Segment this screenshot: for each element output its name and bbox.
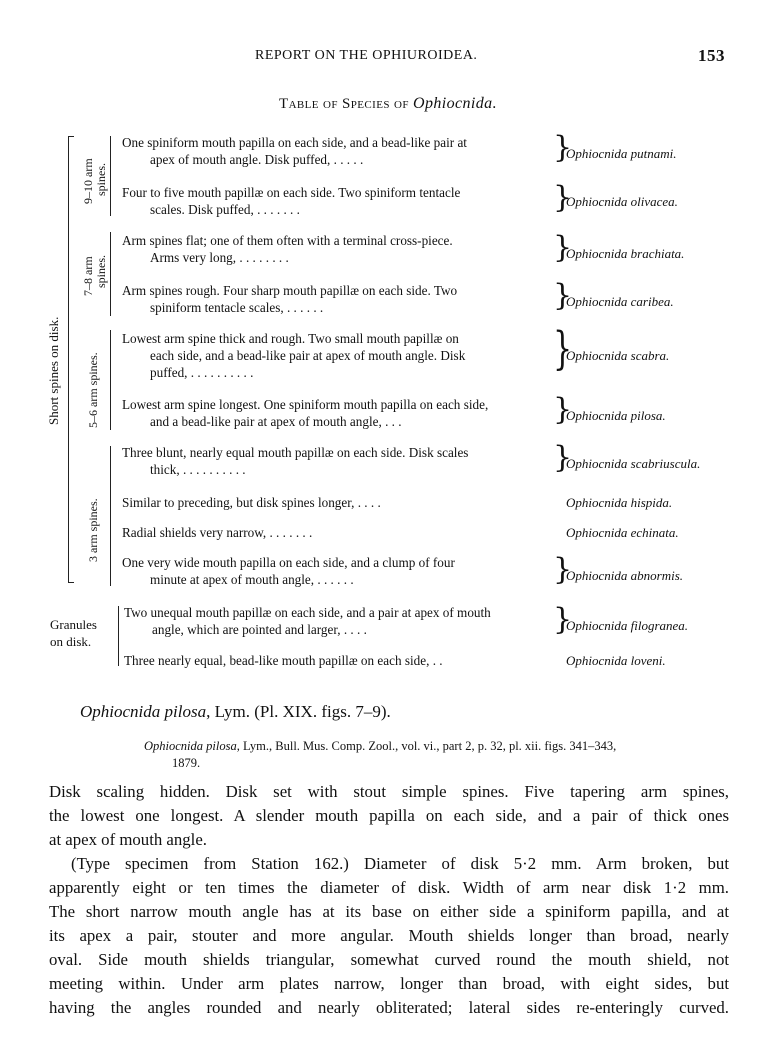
right-brace: } [553, 552, 573, 587]
right-brace: } [553, 602, 573, 637]
reference-line1: , Lym., Bull. Mus. Comp. Zool., vol. vi., part 2, p. 32, pl. xii. figs. 341–343, [236, 739, 617, 753]
text-line: at apex of mouth angle. [49, 830, 207, 849]
entry-scabriuscula [122, 444, 468, 478]
bracket-seven-eight [110, 232, 111, 316]
outer-bracket-bottom [68, 582, 74, 583]
label-granules-1: Granules [50, 617, 97, 632]
right-brace: } [553, 278, 573, 313]
entry-line: Three blunt, nearly equal mouth papillæ on each side. Disk scales [122, 445, 469, 460]
entry-brachiata [122, 232, 453, 266]
entry-filogranea [124, 604, 491, 638]
text-line: having the angles rounded and nearly obliterated; lateral sides re-enteringly curved. [49, 998, 729, 1017]
entry-line: spiniform tentacle scales, . . . . . . [150, 300, 324, 315]
species-filogranea: Ophiocnida filogranea. [566, 618, 689, 633]
entry-line: each side, and a bead-like pair at apex of mouth angle. Disk [150, 348, 466, 363]
outer-bracket [68, 136, 69, 582]
label-five-six: 5–6 arm spines. [86, 352, 100, 428]
reference-citation [144, 738, 744, 772]
entry-line: angle, which are pointed and larger, . . . . [152, 622, 367, 637]
species-echinata: Ophiocnida echinata. [566, 525, 679, 540]
label-seven-eight: 7–8 arm [81, 256, 95, 296]
entry-loveni [124, 652, 443, 669]
label-three: 3 arm spines. [86, 498, 100, 562]
table-title-genus: Ophiocnida. [413, 95, 497, 112]
right-brace: } [553, 392, 573, 427]
paragraph-2 [49, 852, 729, 1020]
entry-line: Arm spines rough. Four sharp mouth papillæ on each side. Two [122, 283, 458, 298]
page-number: 153 [698, 46, 725, 65]
label-granules [50, 616, 97, 650]
species-heading-name: Ophiocnida pilosa [80, 702, 207, 721]
species-loveni: Ophiocnida loveni. [566, 653, 666, 668]
entry-line: Two unequal mouth papillæ on each side, and a pair at apex of mouth [124, 605, 491, 620]
entry-line: and a bead-like pair at apex of mouth angle, . . . [150, 414, 402, 429]
entry-line: Arms very long, . . . . . . . . [150, 250, 289, 265]
text-line: apparently eight or ten times the diameter of disk. Width of arm near disk 1·2 mm. [49, 878, 729, 897]
bracket-five-six [110, 330, 111, 430]
entry-line: Four to five mouth papillæ on each side. Two spiniform tentacle [122, 185, 461, 200]
entry-line: thick, . . . . . . . . . . [150, 462, 246, 477]
text-line: the lowest one longest. A slender mouth papilla on each side, and a pair of thick ones [49, 806, 729, 825]
entry-line: puffed, . . . . . . . . . . [150, 365, 254, 380]
text-line: oval. Side mouth shields triangular, somewhat curved round the mouth shield, not [49, 950, 729, 969]
paragraph-1 [49, 780, 729, 852]
right-brace: } [553, 230, 573, 265]
right-brace: } [553, 180, 573, 215]
entry-olivacea [122, 184, 460, 218]
species-caribea: Ophiocnida caribea. [566, 294, 674, 309]
entry-caribea [122, 282, 457, 316]
species-brachiata: Ophiocnida brachiata. [566, 246, 685, 261]
entry-echinata [122, 524, 312, 541]
entry-putnami [122, 134, 467, 168]
entry-line: minute at apex of mouth angle, . . . . . . [150, 572, 354, 587]
entry-line: One spiniform mouth papilla on each side, and a bead-like pair at [122, 135, 467, 150]
entry-pilosa [122, 396, 488, 430]
entry-scabra [122, 330, 465, 381]
outer-bracket-top [68, 136, 74, 137]
text-line: Disk scaling hidden. Disk set with stout simple spines. Five tapering arm spines, [49, 782, 729, 801]
species-olivacea: Ophiocnida olivacea. [566, 194, 678, 209]
entry-line: Similar to preceding, but disk spines longer, . . . . [122, 495, 381, 510]
entry-line: apex of mouth angle. Disk puffed, . . . . . [150, 152, 364, 167]
entry-line: Lowest arm spine longest. One spiniform mouth papilla on each side, [122, 397, 489, 412]
label-short-spines: Short spines on disk. [46, 316, 61, 425]
entry-line: One very wide mouth papilla on each side, and a clump of four [122, 555, 455, 570]
label-granules-2: on disk. [50, 634, 92, 649]
label-nine-ten: 9–10 arm [81, 158, 95, 204]
species-heading [80, 702, 391, 722]
text-line: meeting within. Under arm plates narrow, longer than broad, with eight sides, but [49, 974, 729, 993]
right-brace: } [553, 130, 573, 165]
right-brace: } [553, 323, 573, 376]
bracket-nine-ten [110, 136, 111, 216]
running-title: REPORT ON THE OPHIUROIDEA. [255, 48, 478, 63]
table-title-prefix: Table of Species of [279, 96, 409, 112]
species-heading-rest: , Lym. (Pl. XIX. figs. 7–9). [206, 702, 391, 721]
species-scabriuscula: Ophiocnida scabriuscula. [566, 456, 701, 471]
reference-line2: 1879. [172, 756, 201, 770]
entry-hispida [122, 494, 381, 511]
text-line: its apex a pair, stouter and more angular. Mouth shields longer than broad, nearly [49, 926, 729, 945]
entry-line: Three nearly equal, bead-like mouth papillæ on each side, . . [124, 653, 443, 668]
entry-line: Lowest arm spine thick and rough. Two small mouth papillæ on [122, 331, 459, 346]
species-hispida: Ophiocnida hispida. [566, 495, 673, 510]
bracket-three [110, 446, 111, 586]
text-line: The short narrow mouth angle has at its base on either side a spiniform papilla, and at [49, 902, 729, 921]
bracket-granules [118, 606, 119, 666]
entry-line: Radial shields very narrow, . . . . . . . [122, 525, 313, 540]
reference-name: Ophiocnida pilosa [144, 739, 237, 753]
label-seven-eight-2: spines. [94, 255, 108, 288]
entry-line: scales. Disk puffed, . . . . . . . [150, 202, 300, 217]
entry-abnormis [122, 554, 455, 588]
right-brace: } [553, 440, 573, 475]
species-abnormis: Ophiocnida abnormis. [566, 568, 683, 583]
species-putnami: Ophiocnida putnami. [566, 146, 677, 161]
entry-line: Arm spines flat; one of them often with a terminal cross-piece. [122, 233, 453, 248]
text-line: (Type specimen from Station 162.) Diameter of disk 5·2 mm. Arm broken, but [71, 854, 729, 873]
species-scabra: Ophiocnida scabra. [566, 348, 670, 363]
species-pilosa: Ophiocnida pilosa. [566, 408, 666, 423]
label-nine-ten-2: spines. [94, 163, 108, 196]
